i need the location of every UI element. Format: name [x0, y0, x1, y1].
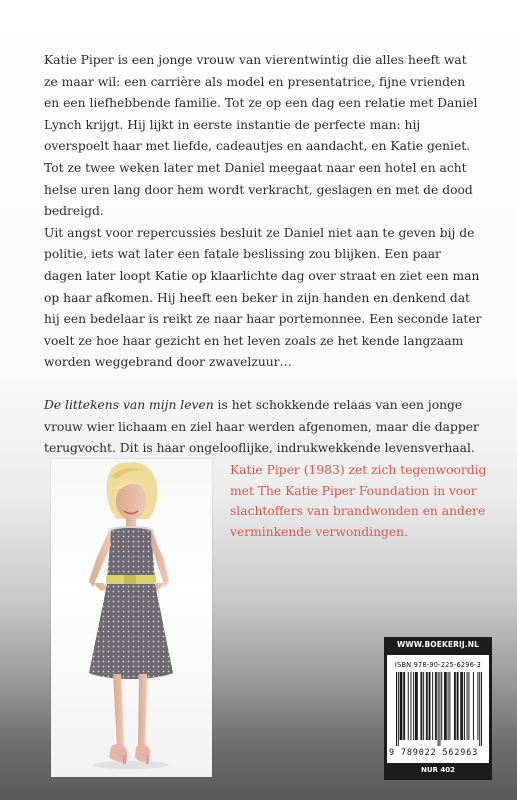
- barcode-bar: [446, 672, 447, 740]
- barcode-bar: [427, 672, 428, 740]
- barcode-bar: [413, 672, 414, 740]
- isbn-text: ISBN 978-90-225-6296-3: [394, 661, 482, 669]
- barcode-bar: [401, 672, 402, 740]
- barcode-bar: [455, 672, 456, 740]
- barcode-bar: [401, 672, 402, 740]
- blurb-paragraph-3-text: is het schokkende relaas van een jonge vrouw wier lichaam en ziel haar werden afgenomen, maar die dapper terugvocht. Dit is haar ongelooflijke, indrukwekkende levensverhaal.: [44, 397, 479, 456]
- barcode-bar: [438, 672, 439, 746]
- book-title-italic: De littekens van mijn leven: [44, 397, 214, 412]
- barcode-bar: [416, 672, 417, 740]
- blurb-text: [44, 50, 482, 460]
- barcode-bar: [473, 672, 474, 740]
- barcode-bar: [468, 672, 469, 740]
- barcode-bars: [396, 672, 482, 746]
- barcode-bar: [439, 672, 440, 746]
- barcode-bar: [444, 672, 445, 740]
- barcode-panel: [384, 637, 492, 780]
- barcode-bar: [403, 672, 404, 740]
- barcode-bar: [436, 672, 437, 740]
- barcode-bar: [410, 672, 411, 740]
- author-photo-illustration: [51, 459, 212, 777]
- barcode-bar: [408, 672, 409, 740]
- barcode-bar: [481, 672, 482, 746]
- barcode-bar: [477, 672, 478, 740]
- blurb-paragraph-2: Uit angst voor repercussies besluit ze Daniel niet aan te geven bij de politie, iets wat later een fatale beslissing zou blijken. Een paar dagen later loopt Katie op klaarlichte dag over straat en ziet een man op haar afkomen. Hij heeft een beker in zijn handen en denkend dat hij een bedelaar is reikt ze naar haar portemonnee. Een seconde later voelt ze hoe haar gezicht en het leven zoals ze het kende langzaam worden weggebrand door zwavelzuur…: [44, 225, 482, 370]
- barcode-bar: [462, 672, 463, 740]
- barcode-bar: [448, 672, 449, 740]
- barcode-bar: [417, 672, 418, 740]
- barcode-bar: [404, 672, 405, 740]
- barcode-bar: [435, 672, 436, 740]
- barcode-bar: [467, 672, 468, 740]
- barcode-bar: [464, 672, 465, 740]
- blurb-paragraph-1: Katie Piper is een jonge vrouw van vierentwintig die alles heeft wat ze maar wil: een carrière als model en presentatrice, fijne vrienden en een liefhebbende familie. Tot ze op een dag een relatie met Daniel Lynch krijgt. Hij lijkt in eerste instantie de perfecte man: hij overspoelt haar met liefde, cadeautjes en aandacht, en Katie geniet. Tot ze twee weken later met Daniel meegaat naar een hotel en acht helse uren lang door hem wordt verkracht, geslagen en met de dood bedreigd.: [44, 53, 478, 219]
- barcode-bar: [429, 672, 430, 740]
- barcode-label: [387, 655, 489, 763]
- barcode-bar: [460, 672, 461, 740]
- barcode-bar: [423, 672, 424, 740]
- barcode-bar: [454, 672, 455, 740]
- nur-code: NUR 402: [421, 766, 455, 774]
- barcode-bar: [479, 672, 480, 746]
- publisher-url: WWW.BOEKERIJ.NL: [397, 640, 479, 649]
- author-photo: [51, 459, 212, 777]
- barcode-bar: [432, 672, 433, 740]
- barcode-bar: [441, 672, 442, 740]
- barcode-bar: [420, 672, 421, 740]
- barcode-bar: [429, 672, 430, 740]
- blurb-paragraph-3: [44, 395, 482, 460]
- barcode-bar: [400, 672, 401, 740]
- barcode-bar: [426, 672, 427, 740]
- author-bio: Katie Piper (1983) zet zich tegenwoordig met The Katie Piper Foundation in voor slachtoffers van brandwonden en andere verminkende verwondingen.: [230, 463, 487, 539]
- barcode-bar: [457, 672, 458, 740]
- barcode-digits: 9 789022 562963: [389, 747, 479, 757]
- barcode-bar: [421, 672, 422, 740]
- barcode-bar: [398, 672, 399, 746]
- barcode-bar: [445, 672, 446, 740]
- barcode-bar: [461, 672, 462, 740]
- barcode-bar: [396, 672, 397, 746]
- barcode-bar: [415, 672, 416, 740]
- barcode-bar: [449, 672, 450, 740]
- barcode-bar: [458, 672, 459, 740]
